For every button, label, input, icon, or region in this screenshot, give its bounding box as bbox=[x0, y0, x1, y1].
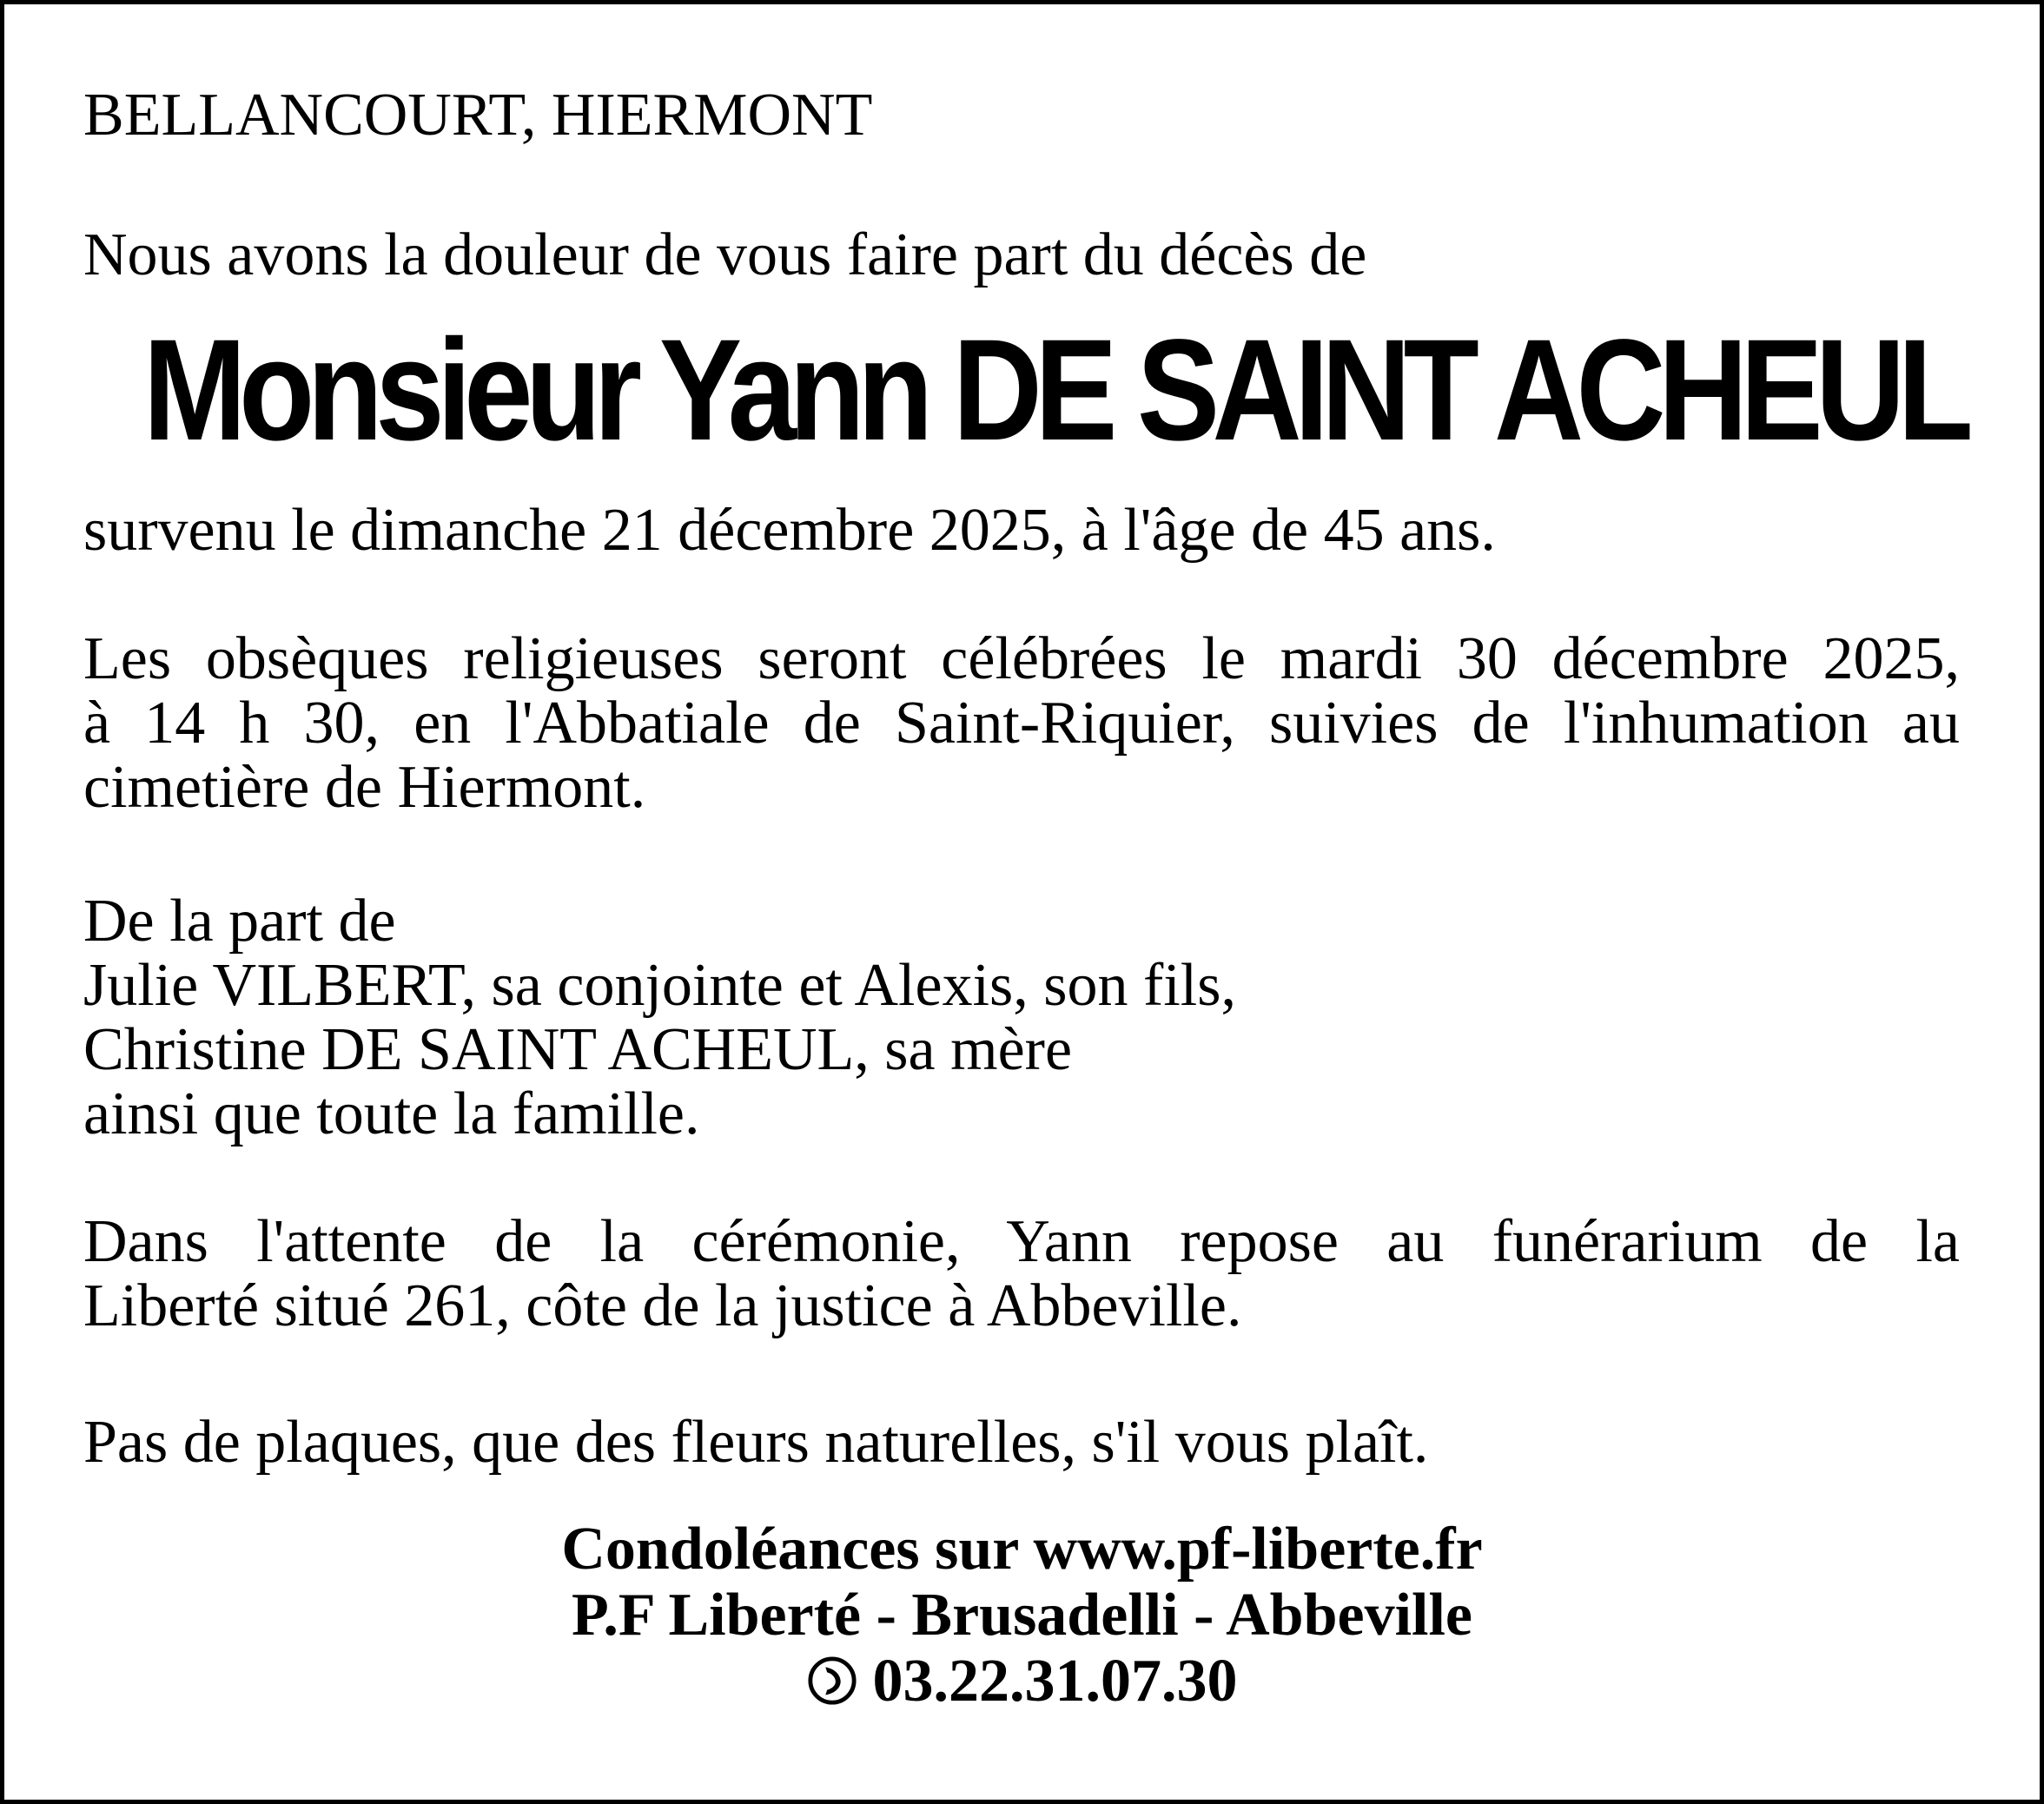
funeral-line: à 14 h 30, en l'Abbatiale de Saint-Riquier, suivies de l'inhumation au bbox=[83, 690, 1960, 757]
phone-icon bbox=[807, 1654, 857, 1704]
family-line: Julie VILBERT, sa conjointe et Alexis, son fils, bbox=[83, 952, 1236, 1019]
resting-line: Liberté situé 261, côte de la justice à Abbeville. bbox=[83, 1272, 1242, 1339]
family-line: ainsi que toute la famille. bbox=[83, 1080, 700, 1147]
funeral-home-line: P.F Liberté - Brusadelli - Abbeville bbox=[571, 1582, 1472, 1649]
funeral-line: cimetière de Hiermont. bbox=[83, 754, 646, 821]
funeral-paragraph bbox=[83, 627, 1960, 820]
family-line: Christine DE SAINT ACHEUL, sa mère bbox=[83, 1016, 1073, 1083]
condolences-line: Condoléances sur www.pf-liberte.fr bbox=[561, 1516, 1483, 1583]
phone-number: 03.22.31.07.30 bbox=[872, 1648, 1238, 1715]
phone-line bbox=[0, 1649, 2044, 1715]
family-line: De la part de bbox=[83, 888, 396, 955]
death-info: survenu le dimanche 21 décembre 2025, à l'âge de 45 ans. bbox=[83, 497, 1496, 564]
resting-line: Dans l'attente de la cérémonie, Yann repose au funérarium de la bbox=[83, 1208, 1960, 1275]
funeral-line: Les obsèques religieuses seront célébrées le mardi 30 décembre 2025, bbox=[83, 625, 1960, 692]
family-paragraph bbox=[83, 889, 1960, 1146]
deceased-name: Monsieur Yann DE SAINT ACHEUL bbox=[142, 310, 1967, 471]
intro-text: Nous avons la douleur de vous faire part du décès de bbox=[83, 221, 1367, 288]
resting-paragraph bbox=[83, 1210, 1960, 1338]
location-heading: BELLANCOURT, HIERMONT bbox=[83, 82, 873, 149]
flowers-note: Pas de plaques, que des fleurs naturelles, s'il vous plaît. bbox=[83, 1409, 1429, 1476]
